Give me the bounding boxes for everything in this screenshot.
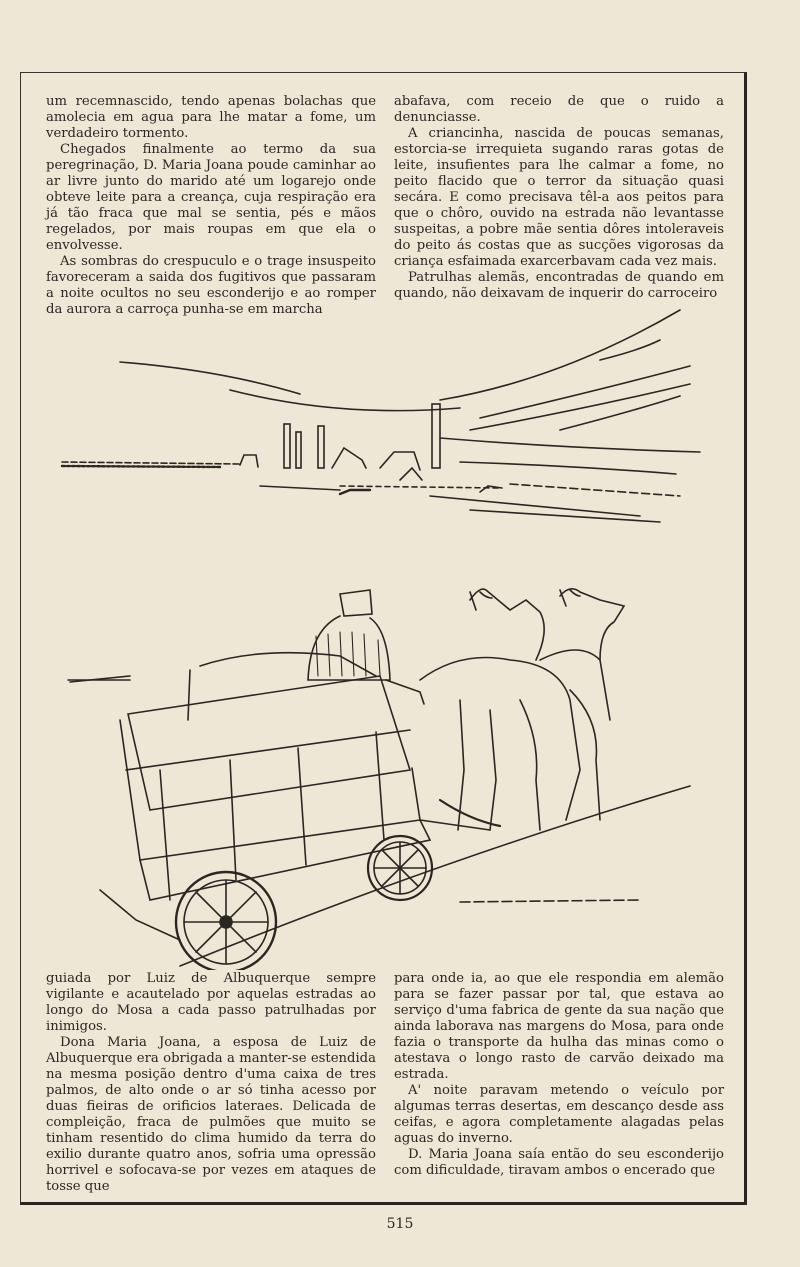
paragraph: abafava, com receio de que o ruido a denunciasse.	[394, 94, 724, 125]
illustration-horse-cart	[40, 300, 740, 970]
paragraph: Chegados finalmente ao termo da sua peregrinação, D. Maria Joana poude caminhar ao ar livre junto do marido até um logarejo onde obteve leite para a creança, cuja respiração era já tão fraca que mal se sentia, pés e mãos regelados, por mais roupas em que ela o envolvesse.	[46, 142, 376, 253]
paragraph: Patrulhas alemãs, encontradas de quando em quando, não deixavam de inquerir do carroceiro	[394, 270, 724, 301]
page-number: 515	[386, 1216, 414, 1232]
sky-lines	[120, 310, 700, 474]
paragraph: As sombras do crespuculo e o trage insuspeito favoreceram a saida dos fugitivos que passaram a noite ocultos no seu esconderijo e ao romper da aurora a carroça punha-se em marcha	[46, 254, 376, 317]
paragraph: D. Maria Joana saía então do seu esconderijo com dificuldade, tiravam ambos o encerado que	[394, 1147, 724, 1178]
column-top-right	[394, 94, 724, 302]
paragraph: para onde ia, ao que ele respondia em alemão para se fazer passar por tal, que estava ao serviço d'uma fabrica de gente da sua nação que ainda laborava nas margens do Mosa, para onde fazia o transporte da hulha das minas como o atestava o longo rasto de carvão deixado ma estrada.	[394, 971, 724, 1082]
paragraph: A' noite paravam metendo o veículo por algumas terras desertas, em descanço desde ass ceifas, e agora completamente alagadas pelas aguas do inverno.	[394, 1083, 724, 1146]
paragraph: A criancinha, nascida de poucas semanas, estorcia-se irrequieta sugando raras gotas de leite, insufientes para lhe calmar a fome, no peito flacido que o terror da situação quasi secára. E como precisava têl-a aos peitos para que o chôro, ouvido na estrada não levantasse suspeitas, a pobre mãe sentia dôres intoleraveis do peito ás costas que as sucções vigorosas da criança esfaimada exarcerbavam cada vez mais.	[394, 126, 724, 269]
column-bottom-left	[46, 971, 376, 1195]
driver-figure	[308, 590, 424, 704]
road-lines	[70, 676, 690, 966]
column-top-left	[46, 94, 376, 318]
paragraph: um recemnascido, tendo apenas bolachas que amolecia em agua para lhe matar a fome, um verdadeiro tormento.	[46, 94, 376, 141]
cart-wheels	[176, 836, 432, 970]
paragraph: guiada por Luiz de Albuquerque sempre vigilante e acautelado por aquelas estradas ao longo do Mosa a cada passo patrulhadas por inimigos.	[46, 971, 376, 1034]
paragraph: Dona Maria Joana, a esposa de Luiz de Albuquerque era obrigada a manter-se estendida na mesma posição dentro d'uma caixa de tres palmos, de alto onde o ar só tinha acesso por duas fieiras de orificios lateraes. Delicada de compleição, fraca de pulmões que muito se tinham resentido do clima humido da terra do exilio durante quatro anos, sofria uma opressão horrivel e sofocava-se por vezes em ataques de tosse que	[46, 1035, 376, 1194]
column-bottom-right	[394, 971, 724, 1179]
horse-team	[420, 589, 624, 830]
factory-town	[62, 404, 680, 522]
cart	[68, 653, 490, 940]
